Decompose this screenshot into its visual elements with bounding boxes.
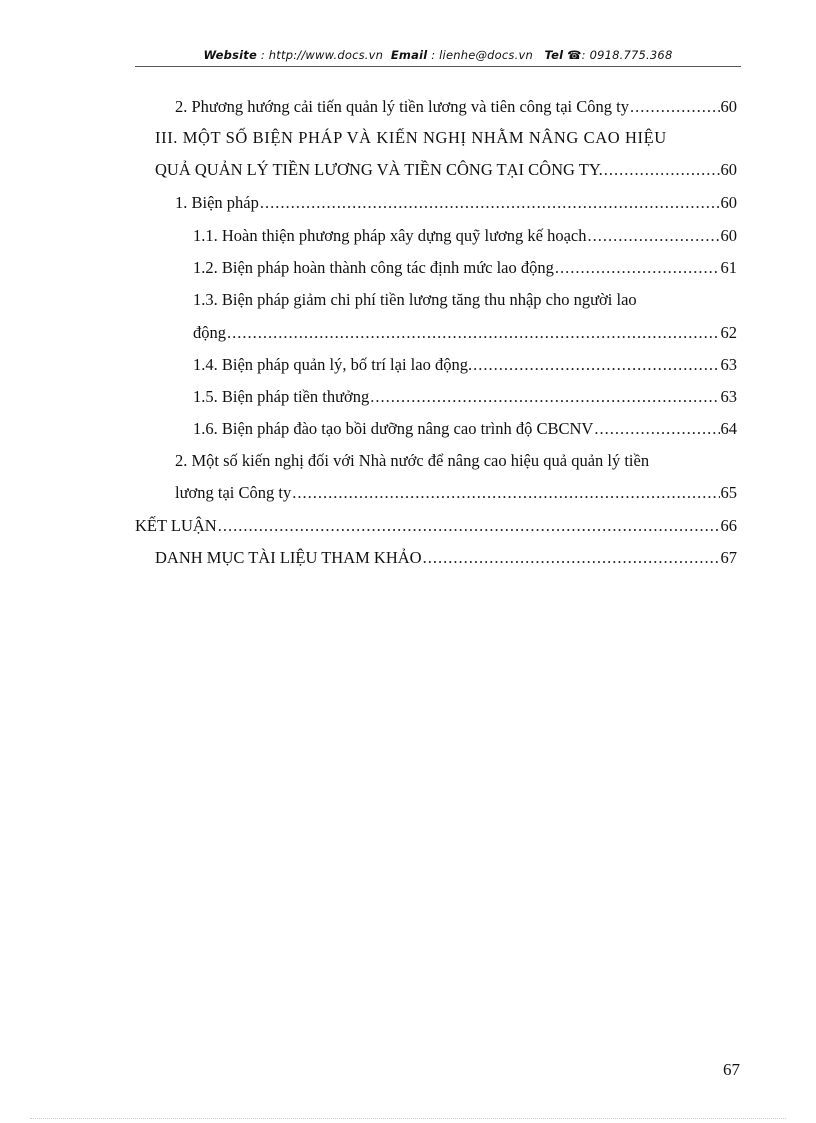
header-divider <box>135 66 741 67</box>
tel-label: Tel <box>544 48 564 62</box>
toc-entry-text: KẾT LUẬN <box>135 516 217 535</box>
page-bottom-divider <box>30 1118 786 1119</box>
toc-entry-text: 1.6. Biện pháp đào tạo bồi dưỡng nâng cao trình độ CBCNV <box>193 419 594 438</box>
toc-leader <box>604 160 720 180</box>
tel-value: : 0918.775.368 <box>581 48 673 62</box>
toc-leader <box>260 193 720 213</box>
toc-entry-text: 2. Phương hướng cải tiến quản lý tiền lương và tiên công tại Công ty <box>175 97 629 116</box>
toc-entry-text: 1.2. Biện pháp hoàn thành công tác định mức lao động <box>193 258 554 277</box>
toc-entry-text: 1.3. Biện pháp giảm chi phí tiền lương tăng thu nhập cho người lao <box>193 290 637 309</box>
toc-entry-page: 60 <box>720 97 737 116</box>
toc-entry <box>193 419 737 439</box>
toc-leader <box>218 516 720 536</box>
toc-entry <box>175 451 649 471</box>
toc-entry-page: 60 <box>720 193 737 212</box>
toc-leader <box>630 97 720 117</box>
toc-entry-page: 62 <box>720 323 737 342</box>
toc-entry-page: 66 <box>720 516 737 535</box>
toc-entry-page: 61 <box>720 258 737 277</box>
toc-entry-text: DANH MỤC TÀI LIỆU THAM KHẢO <box>155 548 422 567</box>
toc-entry-text: động <box>193 323 226 342</box>
toc-entry <box>193 226 737 246</box>
toc-leader <box>587 226 719 246</box>
toc-entry <box>175 193 737 213</box>
toc-entry <box>155 160 737 180</box>
toc-entry <box>193 355 737 375</box>
toc-leader <box>423 548 720 568</box>
toc-leader <box>473 355 719 375</box>
toc-entry-text: 1.1. Hoàn thiện phương pháp xây dựng quỹ lương kế hoạch <box>193 226 587 245</box>
toc-entry-page: 67 <box>720 548 737 567</box>
toc-entry <box>193 387 737 407</box>
toc-entry-text: 1.4. Biện pháp quản lý, bố trí lại lao động. <box>193 355 473 374</box>
toc-entry <box>155 548 737 568</box>
toc-entry <box>175 97 737 117</box>
website-value: : http://www.docs.vn <box>260 48 384 62</box>
toc-entry <box>193 258 737 278</box>
toc-entry-page: 63 <box>720 387 737 406</box>
toc-leader <box>370 387 719 407</box>
toc-entry-text: 2. Một số kiến nghị đối với Nhà nước để nâng cao hiệu quả quản lý tiền <box>175 451 650 470</box>
toc-entry-page: 60 <box>720 160 737 179</box>
phone-icon: ☎ <box>567 48 582 62</box>
toc-entry <box>193 290 637 310</box>
toc-entry-text: QUẢ QUẢN LÝ TIỀN LƯƠNG VÀ TIỀN CÔNG TẠI CÔNG TY. <box>155 160 603 179</box>
toc-entry-text: lương tại Công ty <box>175 483 292 502</box>
toc-entry-page: 63 <box>720 355 737 374</box>
page-number: 67 <box>723 1060 740 1079</box>
toc-entry-text: III. MỘT SỐ BIỆN PHÁP VÀ KIẾN NGHỊ NHẰM NÂNG CAO HIỆU <box>155 128 667 147</box>
email-label: Email <box>390 48 428 62</box>
toc-entry <box>155 128 667 148</box>
toc-entry-page: 64 <box>720 419 737 438</box>
toc-entry <box>193 323 737 343</box>
website-label: Website <box>203 48 257 62</box>
toc-entry <box>135 516 737 536</box>
email-value: : lienhe@docs.vn <box>431 48 533 62</box>
page-header <box>135 48 741 62</box>
toc-leader <box>292 483 719 503</box>
toc-entry-page: 60 <box>720 226 737 245</box>
toc-entry-text: 1. Biện pháp <box>175 193 259 212</box>
toc-leader <box>594 419 719 439</box>
toc-leader <box>227 323 720 343</box>
toc-entry-text: 1.5. Biện pháp tiền thưởng <box>193 387 370 406</box>
toc-leader <box>555 258 720 278</box>
toc-entry-page: 65 <box>720 483 737 502</box>
toc-entry <box>175 483 737 503</box>
